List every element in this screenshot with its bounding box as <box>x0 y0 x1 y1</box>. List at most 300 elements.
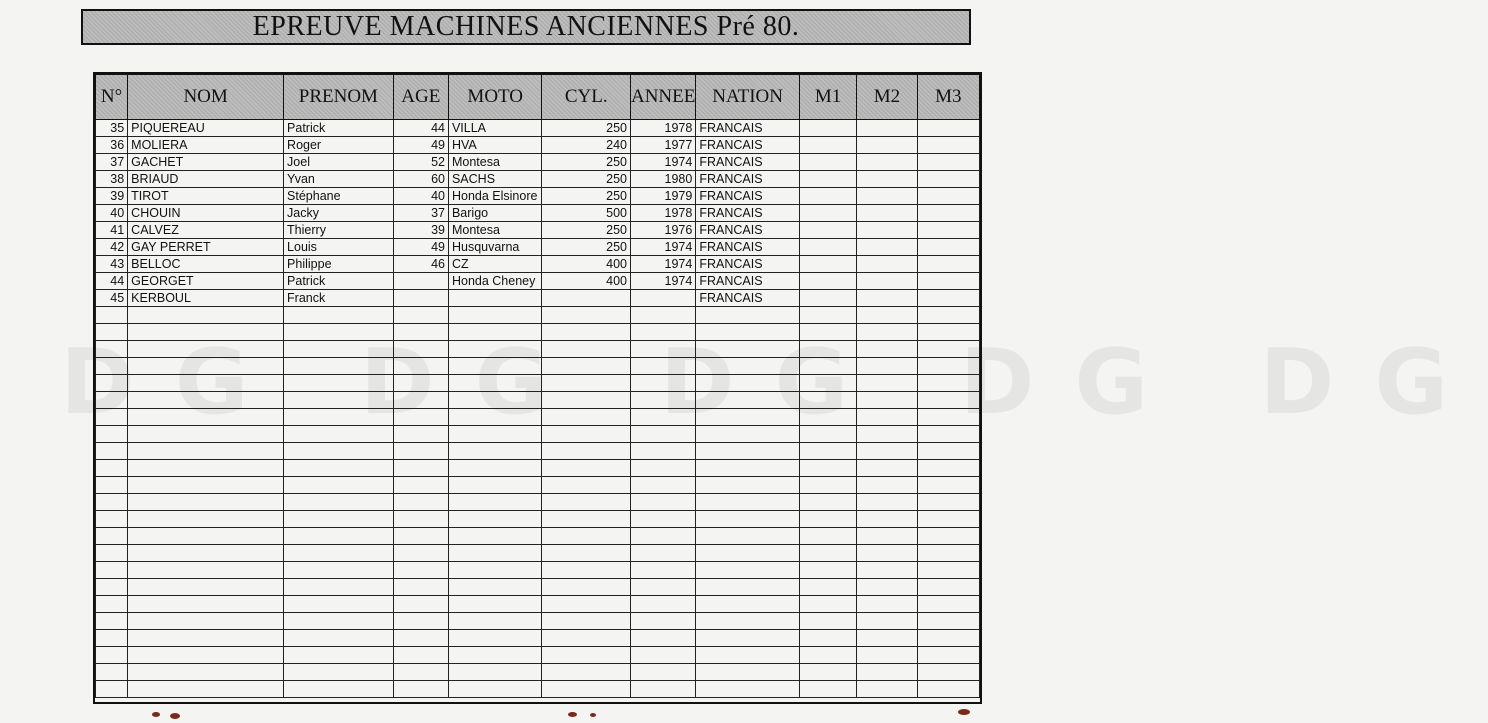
cell-nom: PIQUEREAU <box>128 120 284 137</box>
cell-nation: FRANCAIS <box>696 171 800 188</box>
cell-empty <box>799 409 856 426</box>
cell-empty <box>857 358 917 375</box>
cell-empty <box>857 375 917 392</box>
cell-score <box>917 256 979 273</box>
empty-row <box>96 358 980 375</box>
cell-empty <box>917 443 979 460</box>
cell-empty <box>448 664 542 681</box>
cell-nation: FRANCAIS <box>696 188 800 205</box>
table-row <box>96 222 980 239</box>
cell-empty <box>630 358 695 375</box>
cell-age: 60 <box>393 171 448 188</box>
empty-row <box>96 528 980 545</box>
cell-prenom: Thierry <box>284 222 394 239</box>
cell-empty <box>799 307 856 324</box>
cell-empty <box>284 358 394 375</box>
cell-empty <box>393 545 448 562</box>
cell-moto: Husquvarna <box>448 239 542 256</box>
cell-empty <box>630 324 695 341</box>
cell-empty <box>857 460 917 477</box>
cell-empty <box>630 460 695 477</box>
cell-empty <box>542 477 631 494</box>
cell-empty <box>542 392 631 409</box>
cell-empty <box>696 494 800 511</box>
cell-empty <box>284 409 394 426</box>
cell-empty <box>917 341 979 358</box>
cell-empty <box>630 579 695 596</box>
cell-prenom: Jacky <box>284 205 394 222</box>
cell-empty <box>448 443 542 460</box>
cell-annee: 1978 <box>630 205 695 222</box>
cell-empty <box>799 341 856 358</box>
cell-nom: GACHET <box>128 154 284 171</box>
cell-empty <box>917 613 979 630</box>
cell-empty <box>857 528 917 545</box>
cell-empty <box>799 511 856 528</box>
cell-empty <box>917 494 979 511</box>
cell-empty <box>630 562 695 579</box>
cell-empty <box>696 358 800 375</box>
cell-prenom: Patrick <box>284 120 394 137</box>
cell-empty <box>630 596 695 613</box>
cell-moto: Honda Cheney <box>448 273 542 290</box>
cell-empty <box>284 613 394 630</box>
cell-empty <box>630 341 695 358</box>
cell-annee: 1974 <box>630 273 695 290</box>
cell-num: 45 <box>96 290 128 307</box>
cell-empty <box>630 375 695 392</box>
cell-empty <box>393 613 448 630</box>
cell-empty <box>128 494 284 511</box>
cell-empty <box>917 562 979 579</box>
cell-empty <box>448 681 542 698</box>
cell-moto: VILLA <box>448 120 542 137</box>
cell-empty <box>128 545 284 562</box>
cell-empty <box>799 392 856 409</box>
cell-empty <box>630 630 695 647</box>
cell-empty <box>917 460 979 477</box>
cell-age: 44 <box>393 120 448 137</box>
cell-cyl: 250 <box>542 239 631 256</box>
cell-empty <box>284 375 394 392</box>
cell-empty <box>448 477 542 494</box>
col-m2-header: M2 <box>857 75 917 120</box>
cell-nom: KERBOUL <box>128 290 284 307</box>
col-moto-header: MOTO <box>448 75 542 120</box>
cell-nom: MOLIERA <box>128 137 284 154</box>
cell-empty <box>393 664 448 681</box>
cell-annee: 1974 <box>630 256 695 273</box>
cell-empty <box>393 460 448 477</box>
cell-age: 49 <box>393 239 448 256</box>
cell-empty <box>630 528 695 545</box>
cell-empty <box>96 460 128 477</box>
cell-empty <box>284 681 394 698</box>
cell-empty <box>799 494 856 511</box>
cell-empty <box>284 460 394 477</box>
cell-empty <box>284 307 394 324</box>
col-nom-header: NOM <box>128 75 284 120</box>
cell-empty <box>393 409 448 426</box>
cell-empty <box>284 511 394 528</box>
cell-empty <box>284 545 394 562</box>
page-title: EPREUVE MACHINES ANCIENNES Pré 80. <box>252 11 800 42</box>
cell-empty <box>448 358 542 375</box>
cell-empty <box>96 358 128 375</box>
cell-empty <box>917 409 979 426</box>
cell-empty <box>630 545 695 562</box>
empty-row <box>96 494 980 511</box>
cell-score <box>857 205 917 222</box>
cell-empty <box>542 358 631 375</box>
cell-empty <box>696 528 800 545</box>
cell-empty <box>96 511 128 528</box>
cell-nom: GEORGET <box>128 273 284 290</box>
cell-score <box>799 205 856 222</box>
cell-empty <box>393 341 448 358</box>
cell-empty <box>799 664 856 681</box>
cell-age <box>393 273 448 290</box>
cell-annee <box>630 290 695 307</box>
cell-empty <box>857 681 917 698</box>
cell-age: 39 <box>393 222 448 239</box>
cell-empty <box>630 426 695 443</box>
cell-empty <box>448 630 542 647</box>
table-row <box>96 171 980 188</box>
cell-empty <box>96 392 128 409</box>
cell-empty <box>542 664 631 681</box>
cell-empty <box>696 460 800 477</box>
cell-moto: CZ <box>448 256 542 273</box>
cell-empty <box>448 341 542 358</box>
cell-empty <box>96 579 128 596</box>
cell-nom: BRIAUD <box>128 171 284 188</box>
cell-empty <box>448 545 542 562</box>
entry-sheet <box>93 72 982 704</box>
cell-annee: 1974 <box>630 239 695 256</box>
cell-prenom: Roger <box>284 137 394 154</box>
cell-empty <box>630 392 695 409</box>
cell-empty <box>448 375 542 392</box>
cell-empty <box>448 324 542 341</box>
cell-num: 43 <box>96 256 128 273</box>
cell-moto <box>448 290 542 307</box>
cell-empty <box>96 341 128 358</box>
cell-empty <box>917 307 979 324</box>
cell-age: 52 <box>393 154 448 171</box>
cell-empty <box>284 494 394 511</box>
col-cyl-header: CYL. <box>542 75 631 120</box>
cell-num: 41 <box>96 222 128 239</box>
cell-empty <box>393 392 448 409</box>
cell-empty <box>799 460 856 477</box>
col-m1-header: M1 <box>799 75 856 120</box>
cell-empty <box>284 324 394 341</box>
empty-row <box>96 375 980 392</box>
cell-empty <box>393 494 448 511</box>
cell-empty <box>448 528 542 545</box>
cell-empty <box>696 681 800 698</box>
cell-nom: CALVEZ <box>128 222 284 239</box>
cell-empty <box>799 545 856 562</box>
empty-row <box>96 681 980 698</box>
cell-cyl: 250 <box>542 222 631 239</box>
cell-num: 44 <box>96 273 128 290</box>
cell-empty <box>630 443 695 460</box>
cell-empty <box>448 579 542 596</box>
cell-empty <box>128 426 284 443</box>
cell-moto: Montesa <box>448 154 542 171</box>
cell-empty <box>857 477 917 494</box>
cell-nom: GAY PERRET <box>128 239 284 256</box>
cell-empty <box>448 392 542 409</box>
cell-empty <box>393 681 448 698</box>
cell-empty <box>696 630 800 647</box>
cell-empty <box>542 596 631 613</box>
col-prenom-header: PRENOM <box>284 75 394 120</box>
cell-empty <box>96 528 128 545</box>
cell-score <box>857 239 917 256</box>
cell-empty <box>917 579 979 596</box>
cell-cyl: 250 <box>542 171 631 188</box>
cell-score <box>917 188 979 205</box>
cell-empty <box>96 681 128 698</box>
empty-row <box>96 443 980 460</box>
cell-empty <box>696 307 800 324</box>
cell-annee: 1980 <box>630 171 695 188</box>
cell-empty <box>542 426 631 443</box>
cell-empty <box>630 511 695 528</box>
cell-score <box>917 171 979 188</box>
cell-empty <box>630 307 695 324</box>
cell-empty <box>542 545 631 562</box>
cell-num: 40 <box>96 205 128 222</box>
cell-score <box>917 205 979 222</box>
cell-empty <box>696 664 800 681</box>
table-row <box>96 137 980 154</box>
cell-empty <box>128 596 284 613</box>
empty-row <box>96 596 980 613</box>
cell-empty <box>448 647 542 664</box>
cell-empty <box>128 324 284 341</box>
cell-nation: FRANCAIS <box>696 205 800 222</box>
cell-empty <box>542 681 631 698</box>
cell-empty <box>696 324 800 341</box>
cell-empty <box>284 596 394 613</box>
cell-empty <box>128 341 284 358</box>
cell-empty <box>128 460 284 477</box>
cell-empty <box>630 613 695 630</box>
cell-empty <box>393 562 448 579</box>
cell-empty <box>393 647 448 664</box>
empty-row <box>96 409 980 426</box>
cell-empty <box>393 596 448 613</box>
cell-empty <box>542 324 631 341</box>
cell-empty <box>128 647 284 664</box>
cell-score <box>799 256 856 273</box>
cell-num: 38 <box>96 171 128 188</box>
cell-nom: BELLOC <box>128 256 284 273</box>
cell-score <box>917 222 979 239</box>
cell-score <box>857 290 917 307</box>
table-row <box>96 205 980 222</box>
cell-empty <box>393 358 448 375</box>
cell-score <box>799 171 856 188</box>
cell-empty <box>857 664 917 681</box>
cell-empty <box>696 426 800 443</box>
cell-empty <box>284 477 394 494</box>
cell-empty <box>448 613 542 630</box>
empty-row <box>96 426 980 443</box>
cell-empty <box>96 562 128 579</box>
cell-empty <box>128 477 284 494</box>
cell-moto: Barigo <box>448 205 542 222</box>
cell-empty <box>857 511 917 528</box>
cell-empty <box>917 681 979 698</box>
cell-age: 49 <box>393 137 448 154</box>
cell-empty <box>448 511 542 528</box>
cell-empty <box>696 341 800 358</box>
cell-empty <box>96 494 128 511</box>
entries-table <box>95 74 980 698</box>
empty-row <box>96 630 980 647</box>
col-nation-header: NATION <box>696 75 800 120</box>
cell-empty <box>799 528 856 545</box>
cell-moto: Honda Elsinore <box>448 188 542 205</box>
background-watermark: DG DG DG DG DG <box>60 330 1488 435</box>
cell-empty <box>96 426 128 443</box>
cell-empty <box>393 511 448 528</box>
cell-moto: HVA <box>448 137 542 154</box>
cell-empty <box>917 324 979 341</box>
cell-empty <box>542 307 631 324</box>
table-row <box>96 290 980 307</box>
cell-empty <box>696 545 800 562</box>
cell-empty <box>857 613 917 630</box>
empty-row <box>96 562 980 579</box>
table-row <box>96 120 980 137</box>
cell-prenom: Yvan <box>284 171 394 188</box>
cell-score <box>857 256 917 273</box>
cell-nation: FRANCAIS <box>696 137 800 154</box>
header-row <box>96 75 980 120</box>
cell-empty <box>630 477 695 494</box>
cell-empty <box>393 426 448 443</box>
cell-empty <box>128 528 284 545</box>
cell-empty <box>393 443 448 460</box>
cell-empty <box>630 647 695 664</box>
cell-empty <box>630 681 695 698</box>
col-annee-header: ANNEE <box>630 75 695 120</box>
cell-num: 37 <box>96 154 128 171</box>
empty-row <box>96 460 980 477</box>
cell-empty <box>128 392 284 409</box>
cell-empty <box>393 477 448 494</box>
table-row <box>96 154 980 171</box>
empty-row <box>96 511 980 528</box>
cell-empty <box>128 664 284 681</box>
cell-empty <box>284 528 394 545</box>
cell-empty <box>799 477 856 494</box>
cell-empty <box>630 664 695 681</box>
cell-nation: FRANCAIS <box>696 120 800 137</box>
cell-empty <box>857 392 917 409</box>
cell-empty <box>284 562 394 579</box>
empty-row <box>96 477 980 494</box>
cell-age <box>393 290 448 307</box>
cell-empty <box>542 511 631 528</box>
cell-score <box>917 239 979 256</box>
cell-annee: 1979 <box>630 188 695 205</box>
col-age-header: AGE <box>393 75 448 120</box>
cell-age: 37 <box>393 205 448 222</box>
cell-empty <box>799 596 856 613</box>
cell-empty <box>393 630 448 647</box>
cell-moto: SACHS <box>448 171 542 188</box>
cell-score <box>857 171 917 188</box>
cell-empty <box>448 562 542 579</box>
cell-empty <box>542 528 631 545</box>
cell-empty <box>128 562 284 579</box>
cell-score <box>799 154 856 171</box>
cell-score <box>857 222 917 239</box>
cell-empty <box>696 596 800 613</box>
cell-empty <box>96 409 128 426</box>
cell-empty <box>128 443 284 460</box>
cell-cyl: 240 <box>542 137 631 154</box>
cell-empty <box>857 324 917 341</box>
cell-empty <box>542 341 631 358</box>
cell-empty <box>96 477 128 494</box>
cell-empty <box>917 426 979 443</box>
cell-score <box>857 154 917 171</box>
cell-empty <box>284 647 394 664</box>
cell-empty <box>542 613 631 630</box>
cell-empty <box>96 443 128 460</box>
cell-empty <box>857 409 917 426</box>
cell-empty <box>799 562 856 579</box>
cell-nom: CHOUIN <box>128 205 284 222</box>
cell-cyl: 400 <box>542 256 631 273</box>
cell-empty <box>393 528 448 545</box>
cell-empty <box>917 596 979 613</box>
cell-empty <box>448 426 542 443</box>
cell-empty <box>448 409 542 426</box>
cell-num: 39 <box>96 188 128 205</box>
cell-empty <box>542 460 631 477</box>
cell-empty <box>96 596 128 613</box>
cell-nation: FRANCAIS <box>696 239 800 256</box>
cell-empty <box>542 494 631 511</box>
cell-empty <box>448 460 542 477</box>
cell-empty <box>696 392 800 409</box>
cell-empty <box>799 375 856 392</box>
cell-empty <box>630 494 695 511</box>
cell-annee: 1978 <box>630 120 695 137</box>
cell-empty <box>857 443 917 460</box>
empty-row <box>96 613 980 630</box>
cell-empty <box>284 392 394 409</box>
cell-empty <box>542 375 631 392</box>
cell-score <box>799 120 856 137</box>
cell-empty <box>448 307 542 324</box>
cell-empty <box>917 477 979 494</box>
cell-annee: 1974 <box>630 154 695 171</box>
cell-empty <box>393 324 448 341</box>
empty-row <box>96 664 980 681</box>
cell-prenom: Louis <box>284 239 394 256</box>
table-row <box>96 239 980 256</box>
